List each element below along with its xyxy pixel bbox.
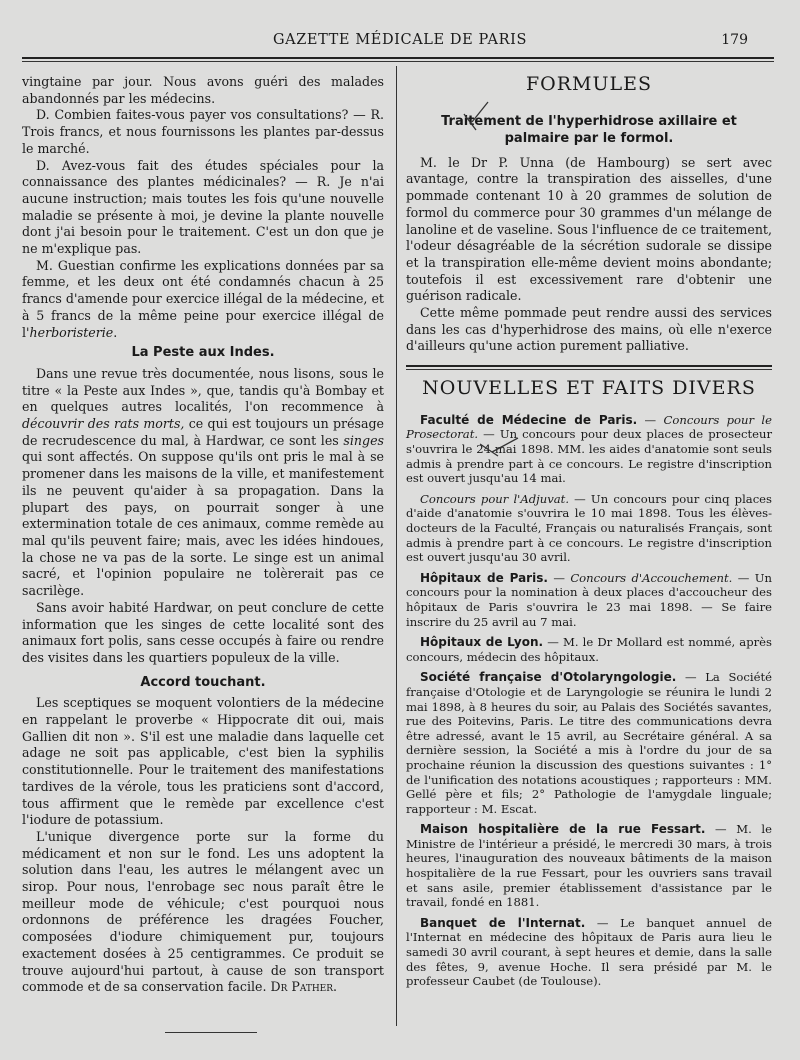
news-heading: Hôpitaux de Paris. — [420, 570, 548, 585]
text-run: qui sont affectés. On suppose qu'ils ont pris le mal à se promener dans les maisons de la ville, et manifestement ils ne peuvent qu'aider à sa propagation. Dans la plupart des pays, on pourrait songer à une extermination totale de ces animaux, comme remède au mal qu'ils peuvent faire; mais, avec les idées hindoues, la chose ne va pas de la sorte. Le singe est un animal sacré, et l'opinion populaire ne tolèrerait pas ce sacrilège. — [22, 449, 384, 599]
news-item — [406, 635, 772, 664]
news-item — [406, 916, 772, 989]
end-rule — [165, 1032, 257, 1033]
text-run: . — [113, 324, 118, 340]
italic-text: découvrir des rats morts, — [22, 416, 185, 432]
news-text: — Un concours pour la nomination à deux places d'accoucheur des hôpitaux de Paris s'ouvrira le 23 mai 1898. — Se faire inscrire du 25 avril au 7 mai. — [406, 570, 773, 629]
news-item — [406, 670, 772, 816]
paragraph: Cette même pommade peut rendre aussi des services dans les cas d'hyperhidrose des mains, où elle n'exerce d'ailleurs qu'une action purement palliative. — [406, 305, 772, 354]
header-rule — [22, 57, 774, 59]
paragraph: D. Avez-vous fait des études spéciales pour la connaissance des plantes médicinales? — R. Je n'ai aucune instruction; mais toutes les fois qu'une nouvelle maladie se présente à moi, je devine la plante nouvelle dont j'ai besoin pour le traitement. C'est un don que je ne m'explique pas. — [22, 157, 384, 257]
handwritten-check-mark — [462, 100, 492, 134]
formules-title: FORMULES — [525, 73, 653, 95]
news-text: — Le banquet annuel de l'Internat en médecine des hôpitaux de Paris aura lieu le samedi 30 avril courant, à sept heures et demie, dans la salle des fêtes, 9, avenue Hoche. Il sera présidé par M. le professeur Caubet (de Toulouse). — [406, 915, 772, 989]
news-heading: Société française d'Otolaryngologie. — [420, 670, 677, 685]
news-text: — Un concours pour deux places de prosecteur s'ouvrira le 24 mai 1898. MM. les aides d'anatomie sont seuls admis à prendre part à ce concours. Le registre d'inscription est ouvert jusqu'au 14 mai. — [406, 427, 772, 486]
page-number: 179 — [721, 32, 748, 48]
section-rule-thin — [406, 369, 772, 370]
right-column — [406, 74, 772, 995]
journal-title: GAZETTE MÉDICALE DE PARIS — [273, 32, 527, 48]
news-item — [406, 822, 772, 910]
text-run: M. Guestian confirme les explications données par sa femme, et les deux ont été condamnés chacun à 25 francs d'amende pour exercice illégal de la médecine, et à 5 francs de la même peine pour exercice illégal de l' — [22, 257, 384, 340]
section-title: Accord touchant. — [140, 674, 266, 690]
italic-text: singes — [343, 432, 384, 448]
news-text: — M. le Ministre de l'intérieur a présidé, le mercredi 30 mars, à trois heures, l'inauguration des nouveaux bâtiments de la maison hospitalière de la rue Fessart, pour les ouvriers sans travail et sans asile, premier établissement d'assistance par le travail, fondé en 1881. — [406, 822, 772, 910]
news-heading: Hôpitaux de Lyon. — [420, 635, 544, 650]
news-title: NOUVELLES ET FAITS DIVERS — [422, 377, 756, 400]
news-item — [406, 492, 772, 565]
news-list — [406, 413, 772, 989]
news-text: — La Société française d'Otologie et de Laryngologie se réunira le lundi 2 mai 1898, à 8 heures du soir, au Palais des Sociétés savantes, rue des Poitevins, Paris. Le titre des communications devra être adressé, avant le 15 avril, au Secrétaire général. A sa dernière session, la Société a mis à l'ordre du jour de sa prochaine réunion la discussion des questions suivantes : 1° de l'unification des notations acoustiques ; rapporteurs : MM. Gellé père et fils; 2° Pathologie de l'amygdale linguale; rapporteur : M. Escat. — [406, 670, 772, 816]
paragraph: vingtaine par jour. Nous avons guéri des malades abandonnés par les médecins. — [22, 74, 384, 106]
paragraph — [22, 366, 384, 600]
left-column — [22, 74, 384, 996]
news-heading: Banquet de l'Internat. — [420, 915, 586, 930]
paragraph — [22, 829, 384, 996]
news-text: — M. le Dr Mollard est nommé, après concours, médecin des hôpitaux. — [406, 635, 772, 664]
signature: Dr Pather. — [270, 979, 338, 995]
paragraph: Sans avoir habité Hardwar, on peut conclure de cette information que les singes de cette localité sont des animaux fort polis, sans cesse occupés à faire ou rendre des visites dans les quartiers populeux de la ville. — [22, 599, 384, 665]
paragraph: D. Combien faites-vous payer vos consultations? — R. Trois francs, et nous fournissons les plantes par-dessus le marché. — [22, 107, 384, 156]
news-heading: Faculté de Médecine de Paris. — [420, 412, 638, 427]
section-rule — [406, 365, 772, 367]
news-subheading: Concours pour le Prosectorat. — [406, 412, 772, 442]
news-text: — Un concours pour cinq places d'aide d'anatomie s'ouvrira le 10 mai 1898. Tous les élèves-docteurs de la Faculté, Français ou naturalisés Français, sont admis à prendre part à ce concours. Le registre d'inscription est ouvert jusqu'au 30 avril. — [406, 491, 772, 565]
news-subheading: Concours d'Accouchement. — [570, 570, 733, 585]
text-run: L'unique divergence porte sur la forme du médicament et non sur le fond. Les uns adoptent la solution dans l'eau, les autres le mélangent avec un sirop. Pour nous, l'enrobage sec nous paraît être le meilleur mode de véhicule; c'est pourquoi nous ordonnons de préférence les dragées Foucher, composées d'iodure chimiquement pur, toujours exactement dosées à 25 centigrammes. Ce produit se trouve aujourd'hui partout, à cause de son transport commode et de sa conservation facile. — [22, 828, 384, 995]
column-divider — [396, 66, 397, 1026]
section-title: La Peste aux Indes. — [131, 345, 275, 361]
text-run: ce qui est toujours un présage de recrudescence du mal, à Hardwar, ce sont les — [22, 416, 385, 448]
paragraph: M. le Dr P. Unna (de Hambourg) se sert avec avantage, contre la transpiration des aisselles, d'une pommade contenant 10 à 20 grammes de solution de formol du commerce pour 30 grammes d'un mélange de lanoline et de vaseline. Sous l'influence de ce traitement, l'odeur désagréable de la sécrétion sudorale se dissipe et la transpiration elle-même devient moins abondante; toutefois il est excessivement rare d'obtenir une guérison radicale. — [406, 154, 772, 304]
italic-text: herboristerie — [29, 324, 114, 340]
news-item: Faculté de Médecine de Paris. — Concours pour le Prosectorat. — Un concours pour deux places de prosecteur s'ouvrira le 24 mai 1898. MM. les aides d'anatomie sont seuls admis à prendre part à ce concours. Le registre d'inscription est ouvert jusqu'au 14 mai. — [406, 412, 772, 486]
news-heading: Maison hospitalière de la rue Fessart. — [420, 822, 706, 837]
text-run: Dans une revue très documentée, nous lisons, sous le titre « la Peste aux Indes », que, tandis qu'à Bombay et en quelques autres localités, l'on recommence à — [22, 365, 384, 415]
formule-subtitle: Traitement de l'hyperhidrose axillaire et palmaire par le formol. — [441, 113, 737, 146]
header-rule-thin — [22, 61, 774, 62]
handwritten-check-mark — [478, 436, 522, 460]
running-head — [0, 32, 800, 54]
paragraph — [22, 258, 384, 342]
news-subheading: Concours pour l'Adjuvat. — [420, 491, 570, 506]
paragraph: Les sceptiques se moquent volontiers de la médecine en rappelant le proverbe « Hippocrate dit oui, mais Gallien dit non ». S'il est une maladie dans laquelle cet adage ne soit pas applicable, c'est bien la syphilis constitutionnelle. Pour le traitement des manifestations tardives de la vérole, tous les praticiens sont d'accord, tous affirment que le remède par excellence c'est l'iodure de potassium. — [22, 695, 384, 828]
news-item: Hôpitaux de Paris. — Concours d'Accouchement. — Un concours pour la nomination à deux places d'accoucheur des hôpitaux de Paris s'ouvrira le 23 mai 1898. — Se faire inscrire du 25 avril au 7 mai. — [406, 570, 773, 629]
